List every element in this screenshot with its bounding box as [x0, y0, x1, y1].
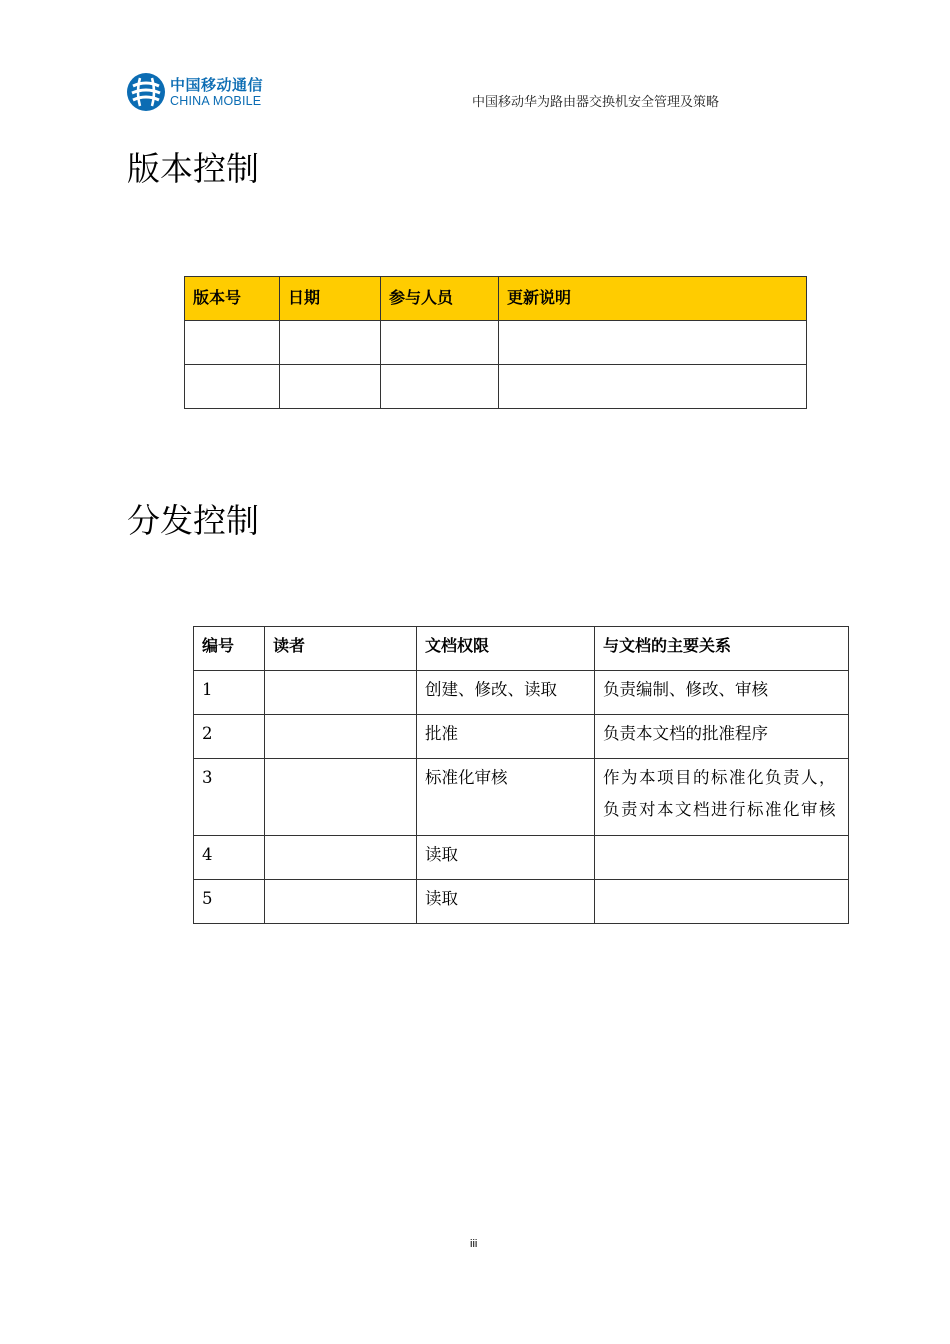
table-cell: [265, 880, 417, 924]
table-cell: [185, 321, 280, 365]
logo-english-text: CHINA MOBILE: [170, 94, 262, 108]
table-cell: [280, 365, 381, 409]
table-cell: [185, 365, 280, 409]
table-cell: 2: [194, 715, 265, 759]
table-cell: 作为本项目的标准化负责人，负责对本文档进行标准化审核: [595, 759, 849, 836]
table-row: [194, 671, 849, 715]
column-header: 日期: [280, 277, 381, 321]
column-header: 读者: [265, 627, 417, 671]
table-cell: 读取: [417, 836, 595, 880]
table-row: [185, 365, 807, 409]
document-header-title: 中国移动华为路由器交换机安全管理及策略: [472, 95, 720, 110]
table-cell: [280, 321, 381, 365]
table-cell: 5: [194, 880, 265, 924]
table-header-row: [194, 627, 849, 671]
table-cell: [381, 321, 499, 365]
table-cell: 3: [194, 759, 265, 836]
distribution-control-heading: 分发控制: [127, 501, 259, 540]
version-control-table: [184, 276, 807, 409]
table-header-row: [185, 277, 807, 321]
table-cell: 创建、修改、读取: [417, 671, 595, 715]
table-cell: 负责本文档的批准程序: [595, 715, 849, 759]
version-control-heading: 版本控制: [127, 149, 259, 188]
table-cell: [595, 880, 849, 924]
table-cell: 4: [194, 836, 265, 880]
table-cell: 负责编制、修改、审核: [595, 671, 849, 715]
table-cell: [265, 759, 417, 836]
column-header: 更新说明: [499, 277, 807, 321]
logo-chinese-text: 中国移动通信: [170, 76, 264, 94]
table-cell: [265, 836, 417, 880]
distribution-control-table: [193, 626, 849, 924]
table-row: [194, 880, 849, 924]
column-header: 编号: [194, 627, 265, 671]
table-row: [194, 715, 849, 759]
table-cell: 1: [194, 671, 265, 715]
table-cell: [499, 365, 807, 409]
table-cell: 批准: [417, 715, 595, 759]
table-cell: [265, 715, 417, 759]
column-header: 文档权限: [417, 627, 595, 671]
table-cell: [499, 321, 807, 365]
table-cell: [381, 365, 499, 409]
table-cell: [265, 671, 417, 715]
table-row: [194, 836, 849, 880]
table-cell: 读取: [417, 880, 595, 924]
column-header: 参与人员: [381, 277, 499, 321]
china-mobile-logo: [126, 72, 276, 114]
table-row: [185, 321, 807, 365]
page-number: iii: [470, 1238, 478, 1250]
table-row: [194, 759, 849, 836]
table-cell: [595, 836, 849, 880]
column-header: 版本号: [185, 277, 280, 321]
column-header: 与文档的主要关系: [595, 627, 849, 671]
china-mobile-logo-icon: [126, 72, 166, 112]
table-cell: 标准化审核: [417, 759, 595, 836]
